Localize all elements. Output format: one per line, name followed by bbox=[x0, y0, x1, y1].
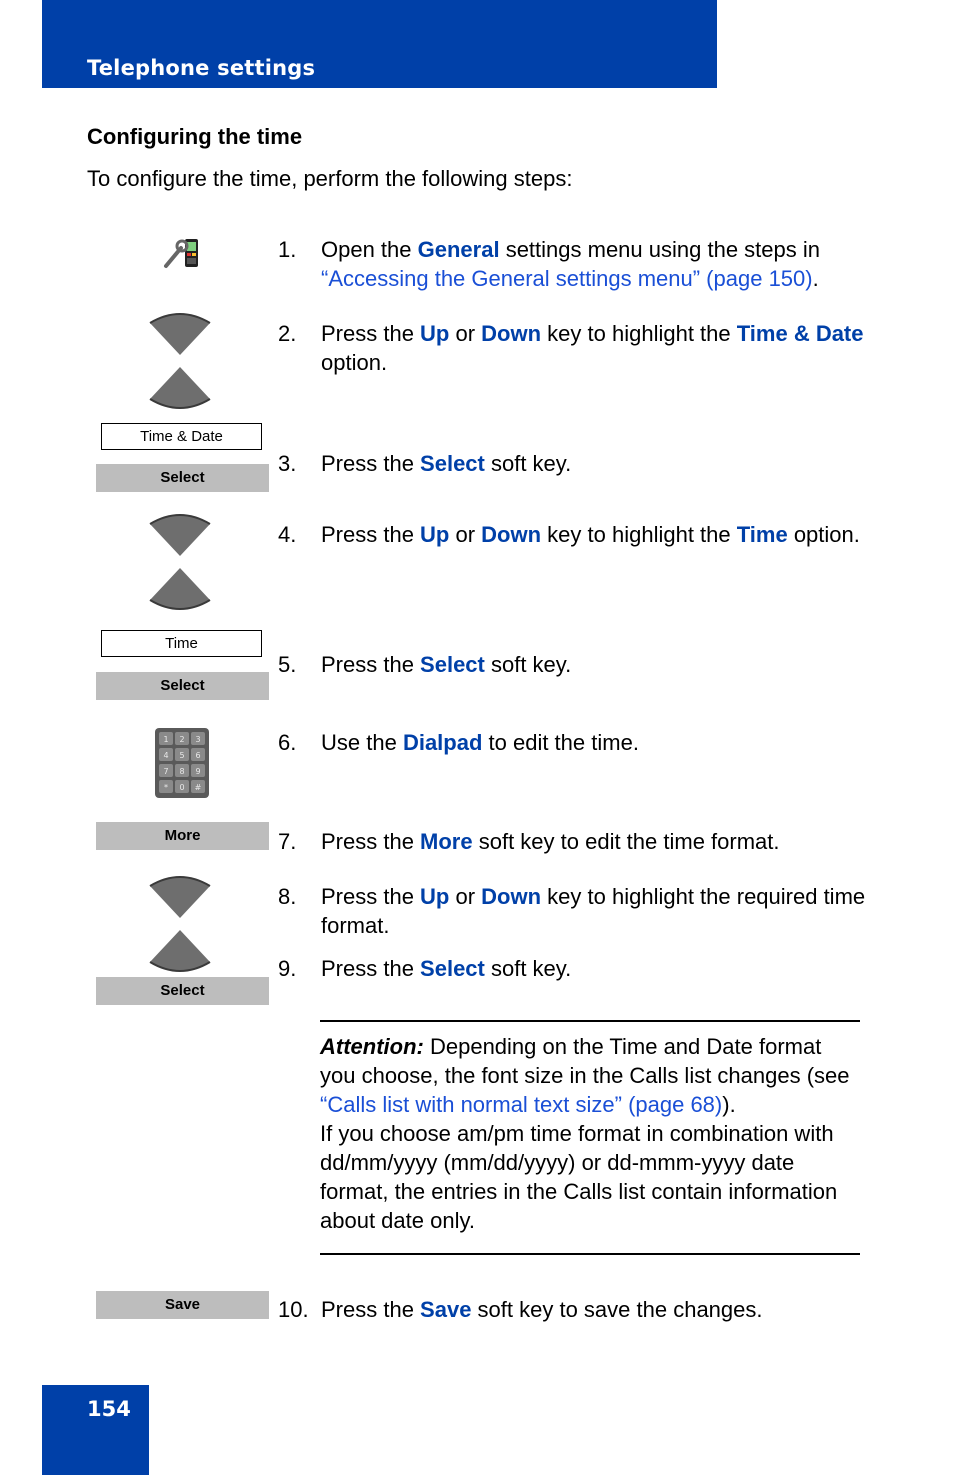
step-number: 6. bbox=[278, 730, 297, 755]
intro-text: To configure the time, perform the following steps: bbox=[87, 166, 573, 191]
step-text-segment: settings menu using the steps in bbox=[499, 237, 820, 262]
page-number: 154 bbox=[87, 1397, 131, 1421]
dialpad-key-label: 0 bbox=[179, 783, 185, 792]
dialpad-key-label: * bbox=[164, 783, 168, 792]
step-text bbox=[321, 449, 878, 478]
step-text-segment: option. bbox=[321, 350, 388, 375]
step-text-segment: option. bbox=[787, 522, 860, 547]
dialpad-key-label: 1 bbox=[163, 735, 169, 744]
attention-note bbox=[320, 1020, 860, 1255]
up-down-navigation-key-icon bbox=[146, 874, 214, 974]
step-text-segment: soft key. bbox=[484, 451, 572, 476]
attention-paragraph-1 bbox=[320, 1032, 860, 1119]
keyword: Down bbox=[481, 321, 542, 346]
attention-label: Attention: bbox=[320, 1034, 424, 1059]
step-text-segment: soft key to save the changes. bbox=[471, 1297, 763, 1322]
dialpad-key-label: 5 bbox=[179, 751, 185, 760]
step-text-segment: soft key to edit the time format. bbox=[472, 829, 780, 854]
step-3 bbox=[278, 449, 878, 478]
step-text-segment: key to highlight the bbox=[541, 522, 737, 547]
display-option-time-date: Time & Date bbox=[101, 423, 262, 450]
step-text-segment: Press the bbox=[321, 829, 421, 854]
keyword: Up bbox=[420, 522, 450, 547]
attention-text: Depending on the Time and Date format you choose, the font size in the Calls list changes (see bbox=[320, 1034, 850, 1088]
step-number: 8. bbox=[278, 884, 297, 909]
step-text-segment: Press the bbox=[321, 652, 421, 677]
step-9 bbox=[278, 954, 878, 983]
calls-list-link[interactable]: “Calls list with normal text size” (page 68) bbox=[320, 1092, 723, 1117]
keyword: Select bbox=[420, 652, 485, 677]
step-number: 1. bbox=[278, 237, 297, 262]
dialpad-icon bbox=[155, 728, 209, 798]
header-title: Telephone settings bbox=[87, 56, 316, 80]
step-text bbox=[321, 319, 878, 377]
up-down-navigation-key-icon bbox=[146, 311, 214, 411]
step-text bbox=[321, 1295, 878, 1324]
dialpad-key-label: 8 bbox=[179, 767, 185, 776]
keyword: Dialpad bbox=[402, 730, 483, 755]
step-text-segment: or bbox=[449, 321, 482, 346]
attention-text-end: ). bbox=[722, 1092, 736, 1117]
display-option-time: Time bbox=[101, 630, 262, 657]
step-number: 3. bbox=[278, 451, 297, 476]
step-number: 7. bbox=[278, 829, 297, 854]
step-text bbox=[321, 520, 878, 549]
step-7 bbox=[278, 827, 878, 856]
section-title: Configuring the time bbox=[87, 124, 303, 149]
step-8 bbox=[278, 882, 878, 940]
step-text bbox=[321, 827, 878, 856]
keyword: Save bbox=[420, 1297, 472, 1322]
step-text-segment: key to highlight the required time format. bbox=[321, 884, 866, 938]
keyword: More bbox=[420, 829, 473, 854]
keyword: Select bbox=[420, 956, 485, 981]
step-text-segment: Press the bbox=[321, 1297, 421, 1322]
step-text-segment: soft key. bbox=[484, 956, 572, 981]
step-text-segment: . bbox=[812, 266, 819, 291]
step-1 bbox=[278, 235, 878, 293]
keyword: Down bbox=[481, 522, 542, 547]
dialpad-key-label: 2 bbox=[179, 735, 185, 744]
dialpad-key-label: 3 bbox=[195, 735, 201, 744]
step-number: 2. bbox=[278, 321, 297, 346]
select-soft-key: Select bbox=[96, 672, 269, 700]
dialpad-key-label: 4 bbox=[163, 751, 169, 760]
step-text-segment: Press the bbox=[321, 321, 421, 346]
cross-reference-link[interactable]: “Accessing the General settings menu” (page 150) bbox=[321, 266, 813, 291]
step-4 bbox=[278, 520, 878, 549]
step-text-segment: soft key. bbox=[484, 652, 572, 677]
dialpad-key-label: 6 bbox=[195, 751, 201, 760]
step-text bbox=[321, 235, 878, 293]
step-text bbox=[321, 728, 878, 757]
step-text bbox=[321, 650, 878, 679]
select-soft-key: Select bbox=[96, 464, 269, 492]
keyword: Time bbox=[736, 522, 788, 547]
step-text-segment: to edit the time. bbox=[482, 730, 639, 755]
step-text-segment: or bbox=[449, 884, 482, 909]
header-bar bbox=[42, 0, 717, 88]
step-2 bbox=[278, 319, 878, 377]
keyword: Down bbox=[481, 884, 542, 909]
step-text-segment: Press the bbox=[321, 522, 421, 547]
settings-phone-icon bbox=[163, 236, 201, 270]
step-number: 10. bbox=[278, 1297, 309, 1322]
step-text-segment: Press the bbox=[321, 956, 421, 981]
keyword: Up bbox=[420, 321, 450, 346]
save-soft-key: Save bbox=[96, 1291, 269, 1319]
step-text-segment: or bbox=[449, 522, 482, 547]
step-text-segment: Press the bbox=[321, 884, 421, 909]
keyword: Up bbox=[420, 884, 450, 909]
step-6 bbox=[278, 728, 878, 757]
more-soft-key: More bbox=[96, 822, 269, 850]
dialpad-key-label: 9 bbox=[195, 767, 201, 776]
keyword: Select bbox=[420, 451, 485, 476]
keyword: General bbox=[417, 237, 500, 262]
step-text-segment: Open the bbox=[321, 237, 418, 262]
keyword: Time & Date bbox=[736, 321, 864, 346]
step-text-segment: Use the bbox=[321, 730, 403, 755]
page-number-box bbox=[42, 1385, 149, 1475]
up-down-navigation-key-icon bbox=[146, 512, 214, 612]
step-text-segment: key to highlight the bbox=[541, 321, 737, 346]
step-5 bbox=[278, 650, 878, 679]
dialpad-key-label: # bbox=[194, 783, 202, 792]
select-soft-key: Select bbox=[96, 977, 269, 1005]
step-text-segment: Press the bbox=[321, 451, 421, 476]
step-number: 5. bbox=[278, 652, 297, 677]
step-number: 4. bbox=[278, 522, 297, 547]
step-text bbox=[321, 882, 878, 940]
dialpad-key-label: 7 bbox=[163, 767, 169, 776]
step-text bbox=[321, 954, 878, 983]
attention-paragraph-2: If you choose am/pm time format in combination with dd/mm/yyyy (mm/dd/yyyy) or dd-mmm-yyyy date format, the entries in the Calls list contain information about date only. bbox=[320, 1121, 838, 1233]
step-number: 9. bbox=[278, 956, 297, 981]
step-10 bbox=[278, 1295, 878, 1324]
